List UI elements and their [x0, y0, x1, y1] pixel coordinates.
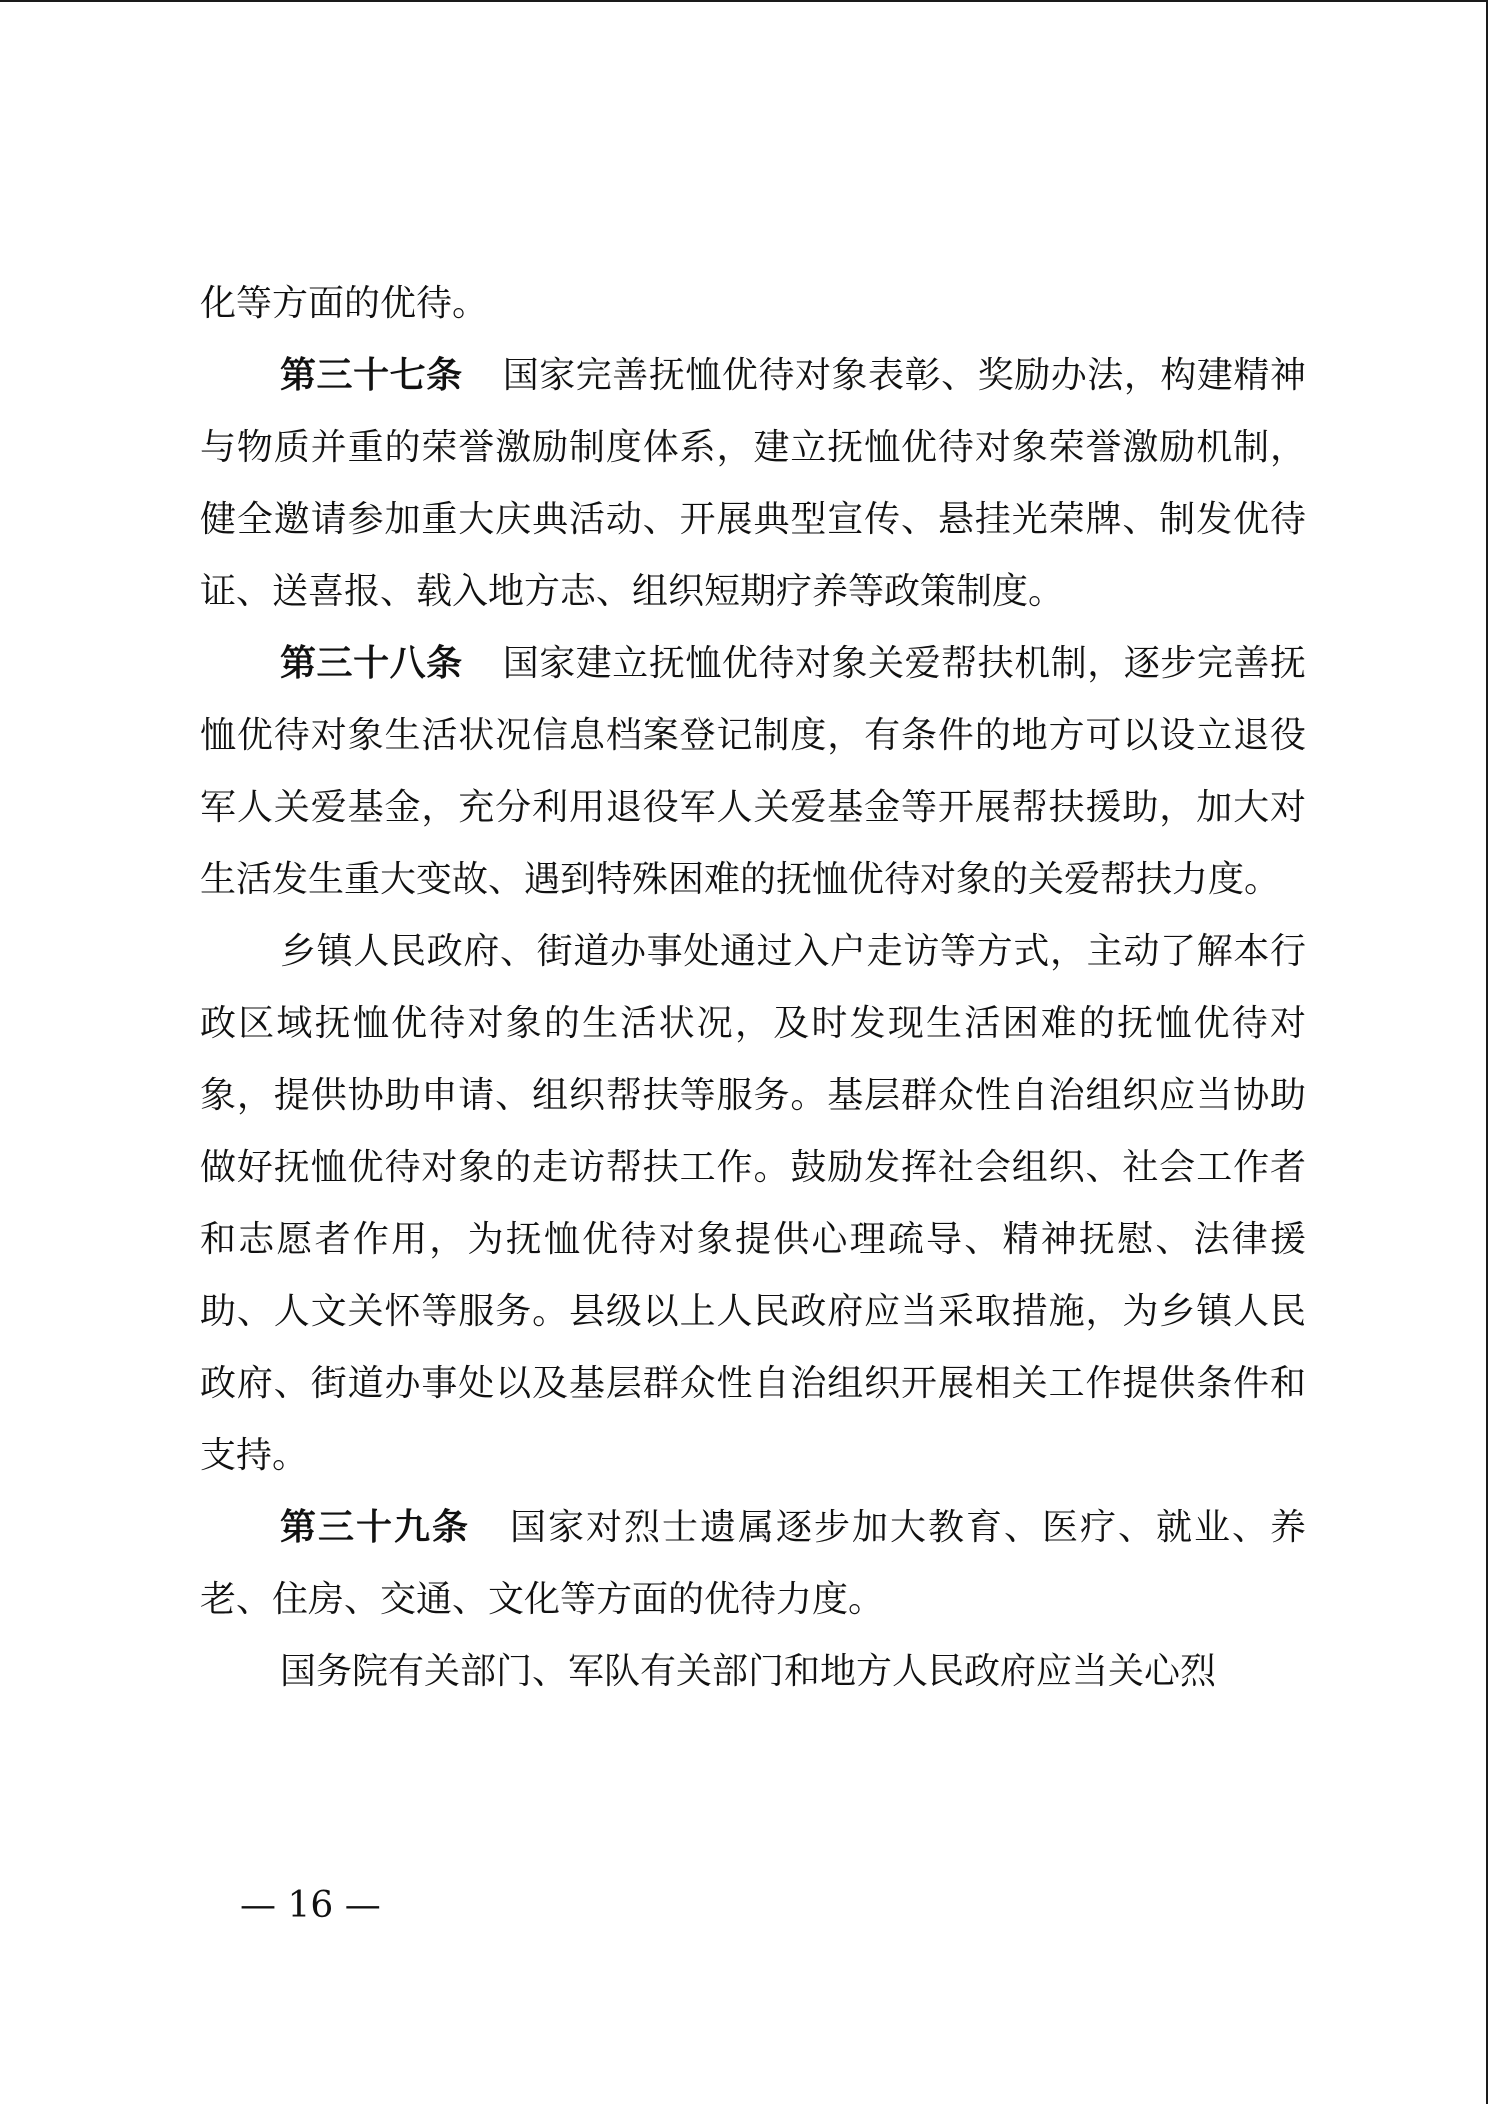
article-number: 第三十八条 — [280, 643, 463, 684]
paragraph-text: 国务院有关部门、军队有关部门和地方人民政府应当关心烈 — [280, 1651, 1217, 1692]
article-38-paragraph — [200, 628, 1306, 916]
article-number: 第三十七条 — [280, 355, 463, 396]
paragraph-text: 乡镇人民政府、街道办事处通过入户走访等方式，主动了解本行政区域抚恤优待对象的生活状况，及时发现生活困难的抚恤优待对象，提供协助申请、组织帮扶等服务。基层群众性自治组织应当协助做好抚恤优待对象的走访帮扶工作。鼓励发挥社会组织、社会工作者和志愿者作用，为抚恤优待对象提供心理疏导、精神抚慰、法律援助、人文关怀等服务。县级以上人民政府应当采取措施，为乡镇人民政府、街道办事处以及基层群众性自治组织开展相关工作提供条件和支持。 — [200, 931, 1306, 1476]
page-number: — 16 — — [240, 1885, 381, 1926]
article-39-paragraph — [200, 1492, 1306, 1636]
paragraph-text: 国家建立抚恤优待对象关爱帮扶机制，逐步完善抚恤优待对象生活状况信息档案登记制度，有条件的地方可以设立退役军人关爱基金，充分利用退役军人关爱基金等开展帮扶援助，加大对生活发生重大变故、遇到特殊困难的抚恤优待对象的关爱帮扶力度。 — [200, 643, 1306, 900]
article-37-paragraph — [200, 340, 1306, 628]
page-top-border — [0, 0, 1488, 2]
paragraph-continuation — [200, 268, 1306, 340]
document-body — [200, 268, 1306, 1708]
article-38-second-paragraph — [200, 916, 1306, 1492]
paragraph-text: 化等方面的优待。 — [200, 283, 489, 324]
paragraph-text: 国家对烈士遗属逐步加大教育、医疗、就业、养老、住房、交通、文化等方面的优待力度。 — [200, 1507, 1306, 1620]
article-number: 第三十九条 — [280, 1507, 470, 1548]
paragraph-text: 国家完善抚恤优待对象表彰、奖励办法，构建精神与物质并重的荣誉激励制度体系，建立抚恤优待对象荣誉激励机制，健全邀请参加重大庆典活动、开展典型宣传、悬挂光荣牌、制发优待证、送喜报、载入地方志、组织短期疗养等政策制度。 — [200, 355, 1306, 612]
article-39-second-paragraph — [200, 1636, 1306, 1708]
